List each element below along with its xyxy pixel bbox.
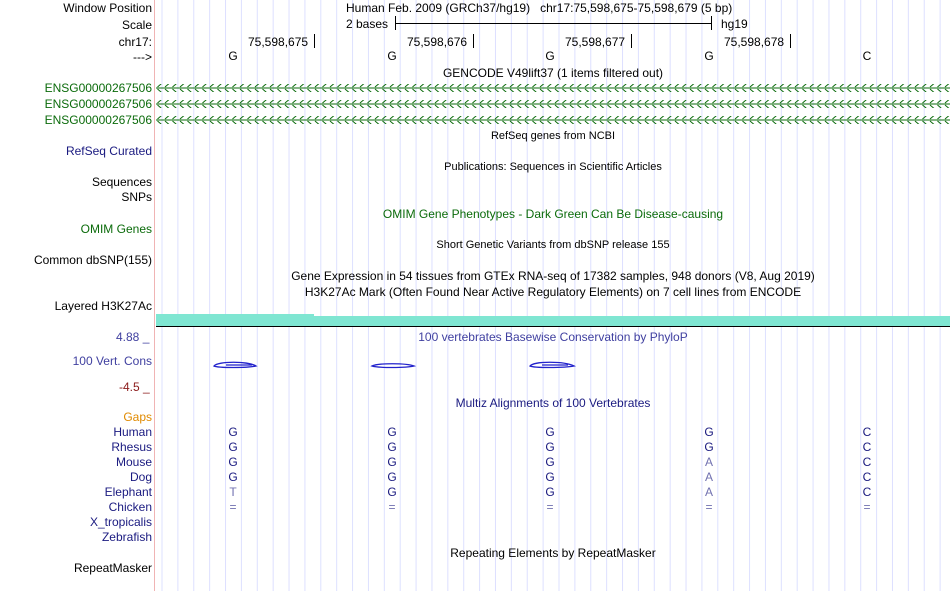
coord-tick-mark-2 — [473, 34, 474, 48]
gencode-track-title[interactable]: GENCODE V49lift37 (1 items filtered out) — [442, 66, 664, 80]
phylop-signal[interactable] — [156, 358, 950, 374]
multiz-base: G — [228, 425, 238, 439]
coord-tick-4: 75,598,678 — [724, 35, 785, 49]
gencode-gene-label[interactable]: ENSG00000267506 — [44, 97, 152, 111]
multiz-base: G — [545, 485, 555, 499]
phylop-max-label: 4.88 _ — [116, 330, 150, 344]
multiz-species-label[interactable]: Zebrafish — [101, 530, 152, 544]
strand-label: ---> — [133, 50, 152, 64]
multiz-base: C — [862, 485, 872, 499]
scale-label: Scale — [121, 18, 152, 32]
repeatmasker-track-title[interactable]: Repeating Elements by RepeatMasker — [450, 546, 656, 560]
multiz-base: C — [862, 470, 872, 484]
multiz-base: C — [862, 425, 872, 439]
coord-tick-3: 75,598,677 — [565, 35, 626, 49]
coord-tick-1: 75,598,675 — [248, 35, 309, 49]
snps-track-label[interactable]: SNPs — [121, 190, 152, 204]
refseq-track-title[interactable]: RefSeq genes from NCBI — [490, 130, 616, 142]
ref-base: G — [387, 49, 397, 63]
multiz-base: G — [387, 455, 397, 469]
multiz-species-label[interactable]: Chicken — [108, 500, 152, 514]
multiz-species-label[interactable]: Mouse — [115, 455, 152, 469]
omim-track-label[interactable]: OMIM Genes — [80, 222, 152, 236]
h3k27ac-baseline — [156, 326, 950, 327]
ref-base: G — [704, 49, 714, 63]
multiz-species-label[interactable]: Elephant — [104, 485, 152, 499]
publications-track-label[interactable]: Sequences — [91, 175, 152, 189]
window-position-label: Window Position — [63, 1, 152, 15]
multiz-track-title[interactable]: Multiz Alignments of 100 Vertebrates — [455, 396, 651, 410]
assembly-label: hg19 — [721, 17, 748, 31]
dbsnp-track-label[interactable]: Common dbSNP(155) — [33, 253, 152, 267]
multiz-base: G — [704, 440, 714, 454]
multiz-species-label[interactable]: X_tropicalis — [89, 515, 152, 529]
gencode-gene-label[interactable]: ENSG00000267506 — [44, 81, 152, 95]
scale-bar — [395, 16, 712, 30]
phylop-track-title[interactable]: 100 vertebrates Basewise Conservation by PhyloP — [418, 330, 688, 344]
coord-tick-mark-4 — [790, 34, 791, 48]
publications-track-title[interactable]: Publications: Sequences in Scientific Articles — [444, 161, 662, 173]
ref-base: C — [862, 49, 872, 63]
multiz-base: C — [862, 455, 872, 469]
coord-tick-mark-1 — [314, 34, 315, 48]
scale-text: 2 bases — [346, 17, 389, 31]
coord-tick-2: 75,598,676 — [407, 35, 468, 49]
gtex-track-title[interactable]: Gene Expression in 54 tissues from GTEx RNA-seq of 17382 samples, 948 donors (V8, Aug 2019) — [291, 269, 815, 283]
multiz-base: G — [545, 425, 555, 439]
multiz-base: A — [704, 485, 713, 499]
multiz-base: G — [387, 470, 397, 484]
multiz-base: = — [863, 500, 871, 514]
ref-base: G — [228, 49, 238, 63]
multiz-base: G — [228, 470, 238, 484]
h3k27ac-track-label[interactable]: Layered H3K27Ac — [54, 299, 152, 313]
multiz-base: C — [862, 440, 872, 454]
multiz-gaps-label[interactable]: Gaps — [123, 410, 152, 424]
h3k27ac-track-title[interactable]: H3K27Ac Mark (Often Found Near Active Regulatory Elements) on 7 cell lines from ENCODE — [304, 285, 802, 299]
phylop-min-label: -4.5 _ — [119, 380, 150, 394]
multiz-base: A — [704, 455, 713, 469]
multiz-base: G — [387, 440, 397, 454]
multiz-base: = — [229, 500, 237, 514]
gencode-gene-label[interactable]: ENSG00000267506 — [44, 113, 152, 127]
h3k27ac-signal[interactable] — [156, 314, 950, 326]
multiz-base: G — [545, 440, 555, 454]
multiz-base: G — [228, 455, 238, 469]
multiz-base: G — [545, 470, 555, 484]
multiz-base: = — [705, 500, 713, 514]
image-left-border — [154, 0, 155, 591]
ref-base: G — [545, 49, 555, 63]
multiz-base: G — [387, 485, 397, 499]
multiz-base: G — [228, 440, 238, 454]
multiz-base: T — [229, 485, 237, 499]
multiz-base: G — [545, 455, 555, 469]
position-title: Human Feb. 2009 (GRCh37/hg19) chr17:75,598,675-75,598,679 (5 bp) — [346, 1, 733, 15]
multiz-species-label[interactable]: Human — [113, 425, 152, 439]
repeatmasker-track-label[interactable]: RepeatMasker — [73, 561, 152, 575]
chrom-label: chr17: — [118, 35, 152, 49]
refseq-track-label[interactable]: RefSeq Curated — [65, 144, 152, 158]
coord-tick-mark-3 — [631, 34, 632, 48]
multiz-base: A — [704, 470, 713, 484]
omim-track-title[interactable]: OMIM Gene Phenotypes - Dark Green Can Be Disease-causing — [382, 207, 724, 221]
phylop-track-label[interactable]: 100 Vert. Cons — [72, 354, 152, 368]
multiz-species-label[interactable]: Dog — [129, 470, 152, 484]
dbsnp-track-title[interactable]: Short Genetic Variants from dbSNP release 155 — [436, 239, 670, 251]
multiz-base: G — [704, 425, 714, 439]
multiz-base: = — [546, 500, 554, 514]
multiz-base: = — [388, 500, 396, 514]
multiz-base: G — [387, 425, 397, 439]
gencode-gene-intron[interactable] — [156, 80, 950, 126]
multiz-species-label[interactable]: Rhesus — [111, 440, 152, 454]
